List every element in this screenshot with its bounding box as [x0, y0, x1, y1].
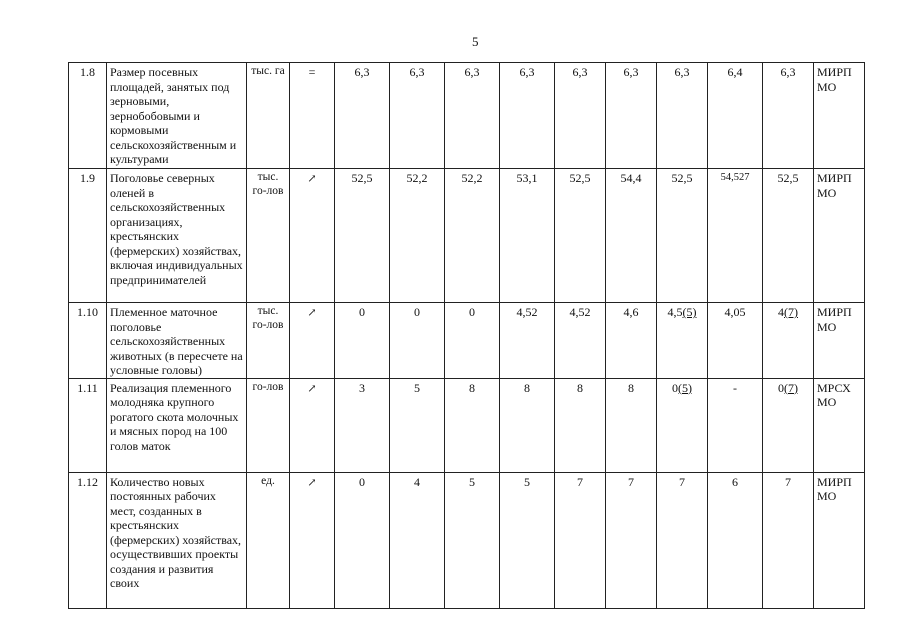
value-cell: 5	[390, 378, 445, 472]
value-cell: 6,3	[500, 63, 555, 169]
value-cell: 4,52	[555, 303, 606, 379]
value-cell: 6,3	[335, 63, 390, 169]
value-cell: -	[708, 378, 763, 472]
value-cell: 8	[500, 378, 555, 472]
value-cell: 7	[763, 472, 814, 608]
responsible-org: МРСХ МО	[814, 378, 865, 472]
trend-symbol-cell	[290, 303, 335, 379]
value-cell: 7	[606, 472, 657, 608]
value-cell: 0	[445, 303, 500, 379]
table-row	[69, 378, 905, 472]
indicator-name: Племенное маточное поголовье сельскохозяйственных животных (в пересчете на условные головы)	[107, 303, 247, 379]
unit-cell: го-лов	[247, 378, 290, 472]
row-number: 1.8	[69, 63, 107, 169]
unit-cell: тыс. го-лов	[247, 169, 290, 303]
value-cell: 52,5	[555, 169, 606, 303]
value-cell: 7	[555, 472, 606, 608]
value-cell: 52,2	[390, 169, 445, 303]
trend-symbol-cell	[290, 63, 335, 169]
footnote-ref: (5)	[682, 305, 697, 319]
row-number: 1.11	[69, 378, 107, 472]
value-cell: 8	[445, 378, 500, 472]
table-row	[69, 303, 905, 379]
value-cell: 7	[657, 472, 708, 608]
table-row	[69, 169, 905, 303]
value-cell: 6,3	[606, 63, 657, 169]
value-cell: 4,52	[500, 303, 555, 379]
footnote-ref: (7)	[784, 380, 798, 395]
value-cell: 52,5	[657, 169, 708, 303]
value-cell: 0	[390, 303, 445, 379]
value-cell: 0(7)	[763, 378, 814, 472]
value-cell: 6,3	[445, 63, 500, 169]
arrow-up-right-icon: ↗	[307, 382, 317, 395]
value-cell: 4,05	[708, 303, 763, 379]
footnote-ref: (5)	[678, 380, 692, 395]
value-cell: 4	[390, 472, 445, 608]
value-cell: 5	[445, 472, 500, 608]
value-cell: 54,4	[606, 169, 657, 303]
arrow-up-right-icon: ↗	[307, 476, 317, 489]
unit-cell: ед.	[247, 472, 290, 608]
indicator-name: Количество новых постоянных рабочих мест, созданных в крестьянских (фермерских) хозяйствах, осуществивших проекты создания и развития своих	[107, 472, 247, 608]
value-cell: 0(5)	[657, 378, 708, 472]
row-number: 1.12	[69, 472, 107, 608]
row-number: 1.9	[69, 169, 107, 303]
value-cell: 6,3	[555, 63, 606, 169]
trend-symbol-cell	[290, 472, 335, 608]
value-cell: 4,6	[606, 303, 657, 379]
responsible-org: МИРП МО	[814, 169, 865, 303]
unit-cell: тыс. га	[247, 63, 290, 169]
unit-cell: тыс. го-лов	[247, 303, 290, 379]
value-cell: 5	[500, 472, 555, 608]
responsible-org: МИРП МО	[814, 63, 865, 169]
indicator-name: Размер посевных площадей, занятых под зерновыми, зернобобовыми и кормовыми сельскохозяйственным и культурами	[107, 63, 247, 169]
row-number: 1.10	[69, 303, 107, 379]
value-cell: 52,5	[763, 169, 814, 303]
value-cell: 8	[555, 378, 606, 472]
value-cell: 0	[335, 303, 390, 379]
indicator-name: Реализация племенного молодняка крупного рогатого скота молочных и мясных пород на 100 голов маток	[107, 378, 247, 472]
trend-symbol-cell	[290, 378, 335, 472]
table-row	[69, 472, 905, 608]
indicators-table	[68, 62, 905, 609]
value-cell: 3	[335, 378, 390, 472]
value-cell: 4(7)	[763, 303, 814, 379]
value-cell: 4,5(5)	[657, 303, 708, 379]
footnote-ref: (7)	[784, 305, 798, 319]
value-cell: 53,1	[500, 169, 555, 303]
value-cell: 52,2	[445, 169, 500, 303]
value-cell: 6	[708, 472, 763, 608]
value-cell: 6,3	[390, 63, 445, 169]
value-cell: 52,5	[335, 169, 390, 303]
value-cell: 0	[335, 472, 390, 608]
value-cell: 6,4	[708, 63, 763, 169]
value-cell: 6,3	[657, 63, 708, 169]
indicator-name: Поголовье северных оленей в сельскохозяйственных организациях, крестьянских (фермерских) хозяйствах, включая индивидуальных предпринимателей	[107, 169, 247, 303]
value-cell: 54,527	[708, 169, 763, 303]
value-cell: 8	[606, 378, 657, 472]
arrow-up-right-icon: ↗	[307, 307, 317, 319]
page-number: 5	[472, 34, 479, 49]
arrow-up-right-icon: ↗	[307, 173, 317, 185]
table-row	[69, 63, 905, 169]
responsible-org: МИРП МО	[814, 472, 865, 608]
equals-icon: =	[308, 65, 316, 79]
value-cell: 6,3	[763, 63, 814, 169]
trend-symbol-cell	[290, 169, 335, 303]
responsible-org: МИРП МО	[814, 303, 865, 379]
